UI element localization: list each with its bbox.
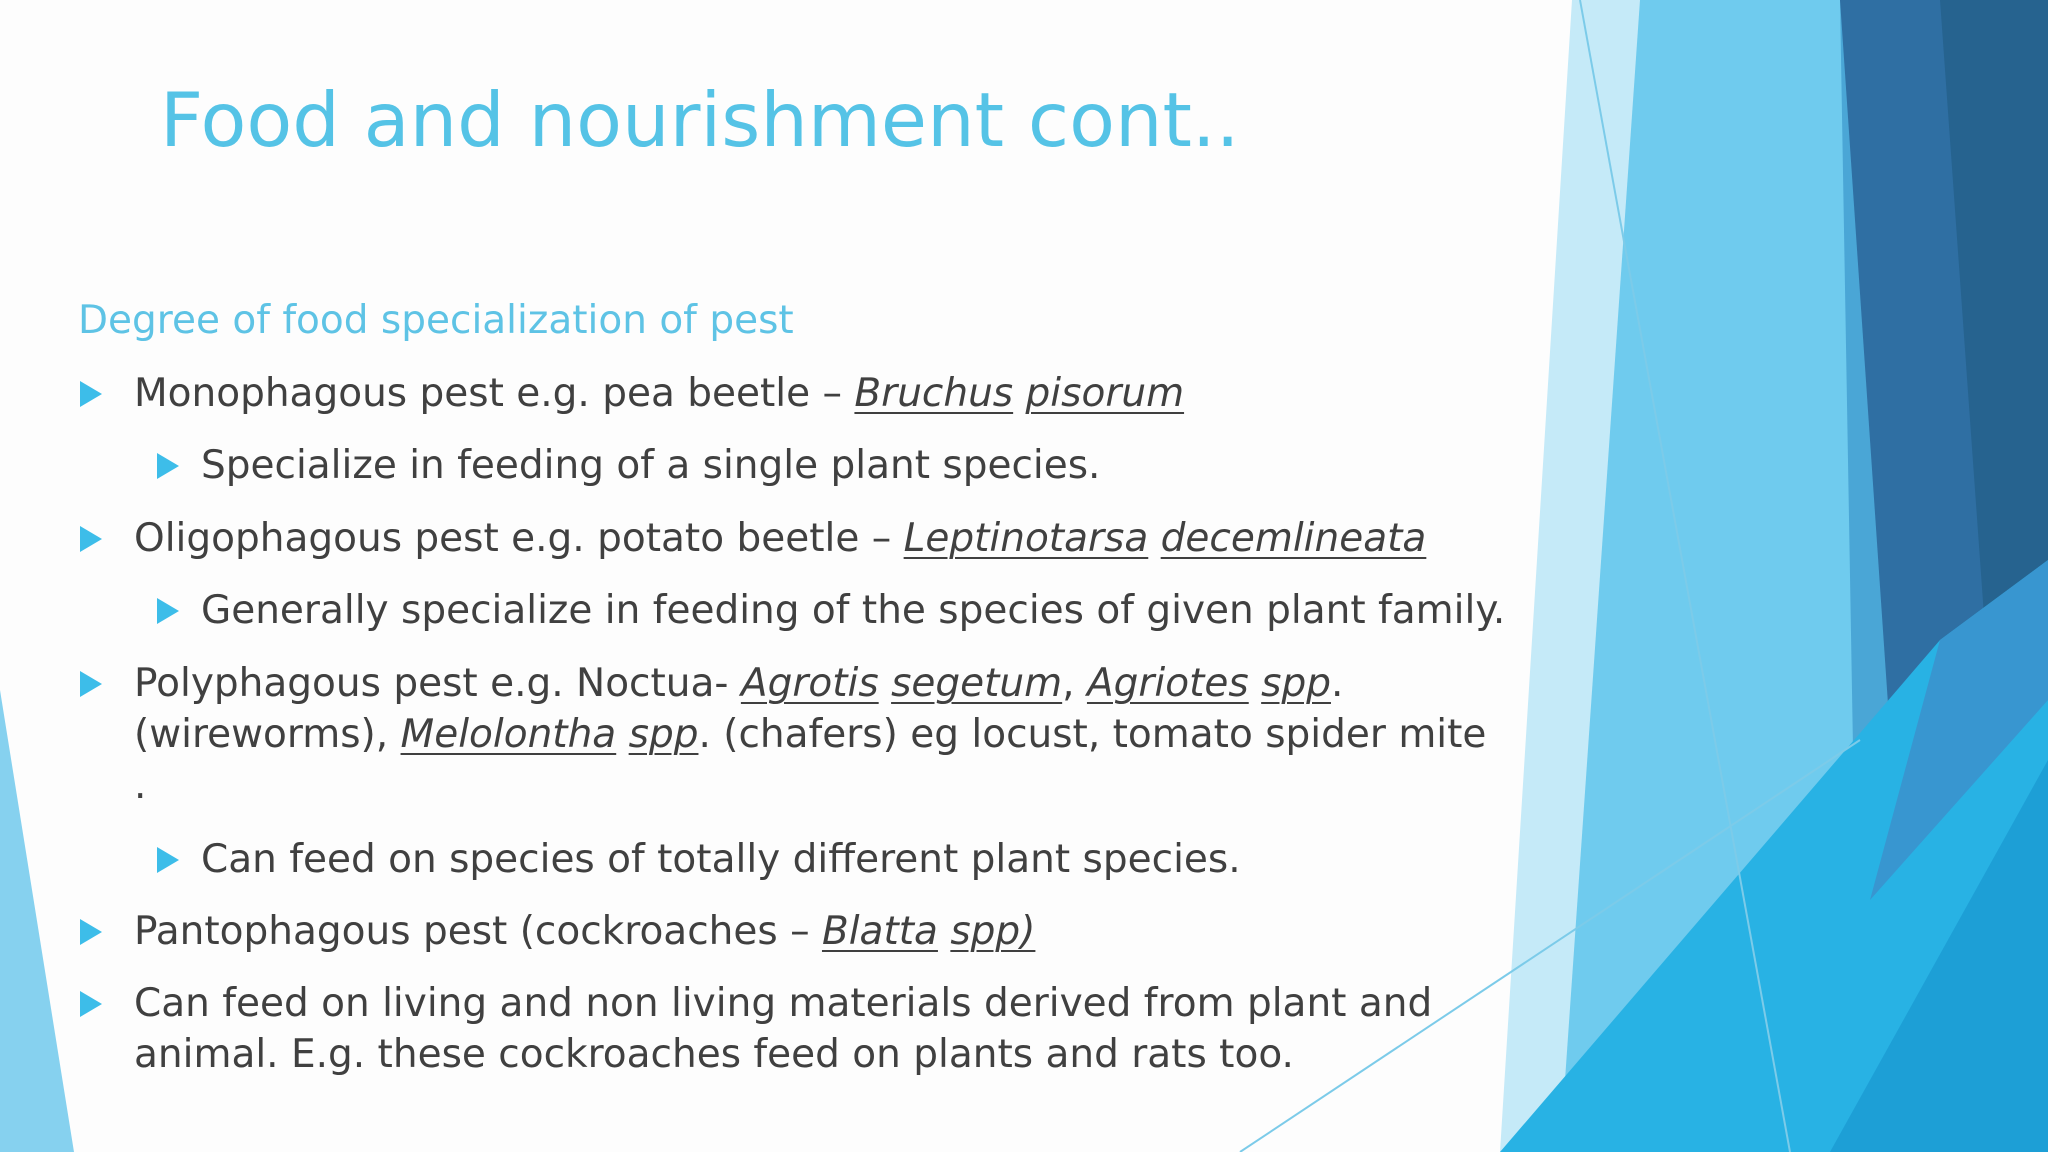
bullet-text-line [134, 658, 1343, 709]
decor-left-shape [0, 690, 74, 1152]
bullet-text-line [134, 906, 1035, 957]
bullet-arrow-icon [80, 671, 102, 697]
scientific-name: Bruchus [854, 371, 1014, 416]
section-subtitle: Degree of food specialization of pest [78, 298, 794, 343]
text-segment [938, 909, 950, 954]
text-segment: animal. E.g. these cockroaches feed on plants and rats too. [134, 1032, 1294, 1077]
bullet-arrow-icon [157, 598, 179, 624]
text-segment: Polyphagous pest e.g. Noctua- [134, 661, 741, 706]
scientific-name: Blatta [821, 909, 938, 954]
scientific-name: decemlineata [1160, 516, 1427, 561]
text-segment: . [134, 763, 147, 808]
text-segment: Can feed on species of totally different plant species. [201, 837, 1241, 882]
text-segment [616, 712, 628, 757]
text-segment: Can feed on living and non living materials derived from plant and [134, 981, 1433, 1026]
bullet-arrow-icon [80, 381, 102, 407]
bullet-arrow-icon [157, 453, 179, 479]
scientific-name: spp) [950, 909, 1036, 954]
text-segment: (wireworms), [134, 712, 401, 757]
text-segment: Pantophagous pest (cockroaches – [134, 909, 822, 954]
text-segment: Specialize in feeding of a single plant species. [201, 443, 1101, 488]
bullet-text-line [134, 368, 1184, 419]
scientific-name: pisorum [1025, 371, 1185, 416]
text-segment: . (chafers) eg locust, tomato spider mite [698, 712, 1487, 757]
bullet-arrow-icon [157, 847, 179, 873]
scientific-name: Agrotis [740, 661, 879, 706]
scientific-name: segetum [891, 661, 1063, 706]
scientific-name: spp [628, 712, 699, 757]
scientific-name: Melolontha [400, 712, 617, 757]
bullet-text-line [134, 760, 146, 811]
text-segment: Oligophagous pest e.g. potato beetle – [134, 516, 904, 561]
bullet-arrow-icon [80, 919, 102, 945]
bullet-text-line [201, 834, 1241, 885]
bullet-text-line [134, 709, 1486, 760]
text-segment: Generally specialize in feeding of the species of given plant family. [201, 588, 1506, 633]
bullet-text-line [134, 513, 1426, 564]
bullet-text-line [134, 1029, 1294, 1080]
text-segment: Monophagous pest e.g. pea beetle – [134, 371, 855, 416]
text-segment: . [1330, 661, 1344, 706]
bullet-arrow-icon [80, 991, 102, 1017]
slide-title: Food and nourishment cont.. [160, 76, 1240, 164]
text-segment [1148, 516, 1160, 561]
text-segment [879, 661, 891, 706]
scientific-name: Leptinotarsa [903, 516, 1149, 561]
bullet-arrow-icon [80, 526, 102, 552]
bullet-text-line [201, 440, 1100, 491]
bullet-text-line [134, 978, 1432, 1029]
text-segment [1013, 371, 1025, 416]
scientific-name: Agriotes [1086, 661, 1249, 706]
text-segment: , [1062, 661, 1087, 706]
bullet-text-line [201, 585, 1505, 636]
text-segment [1249, 661, 1261, 706]
scientific-name: spp [1261, 661, 1331, 706]
